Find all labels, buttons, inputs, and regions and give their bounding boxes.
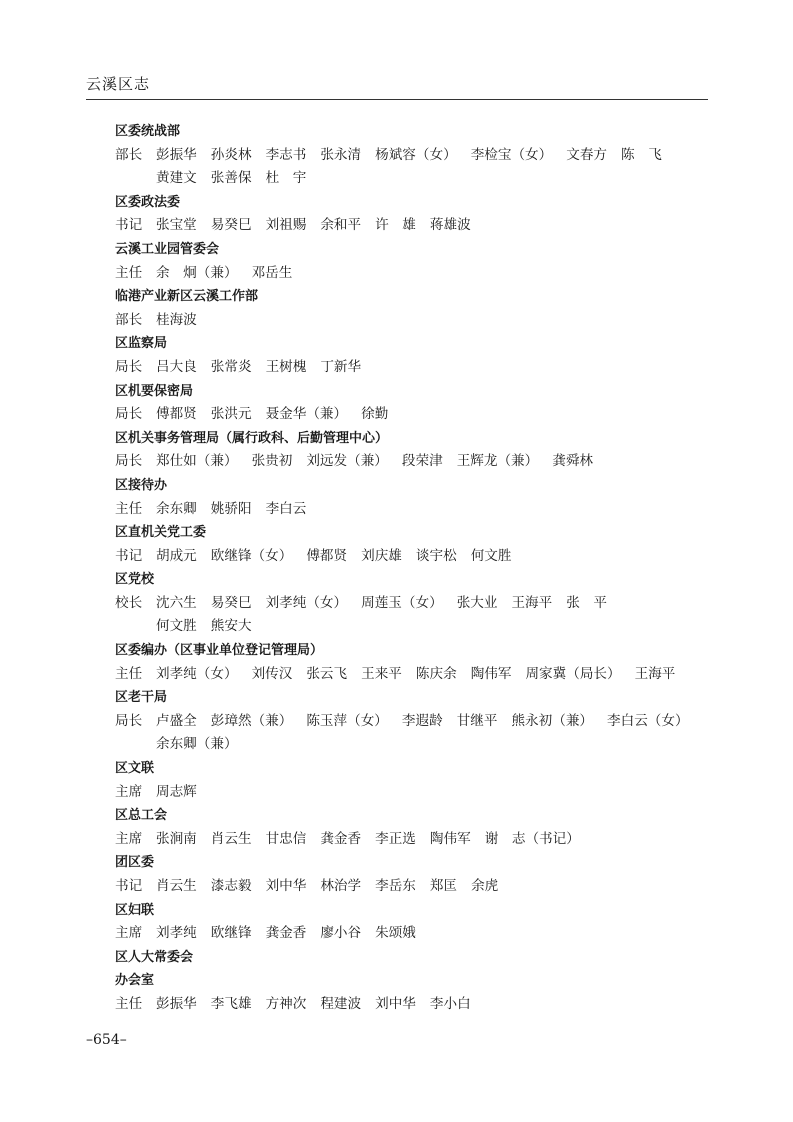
org-heading: 区文联 (115, 761, 155, 777)
person-name: 李正选 (375, 830, 416, 847)
person-name: 漆志毅 (210, 878, 252, 894)
role-label: 书记 (115, 878, 143, 894)
person-name: 龚金香 (265, 925, 307, 942)
person-name: 龚舜林 (552, 453, 594, 470)
person-name: 沈六生 (156, 594, 197, 611)
person-name: 孙炎林 (210, 146, 252, 163)
person-name: 杜 宇 (265, 170, 307, 187)
org-heading: 区总工会 (115, 808, 168, 824)
person-name: 谈宇松 (415, 547, 457, 564)
person-name: 林治学 (320, 878, 362, 894)
person-name: 张涧南 (156, 830, 197, 847)
person-name: 卢盛全 (156, 712, 197, 729)
person-name: 谢 志（书记） (484, 830, 580, 847)
personnel-line (115, 615, 715, 639)
personnel-line (115, 356, 715, 380)
person-name: 廖小谷 (320, 925, 362, 942)
role-label: 部长 (115, 311, 143, 328)
personnel-line (115, 545, 715, 569)
org-heading: 区委政法委 (115, 194, 181, 210)
org-heading: 区人大常委会 (115, 949, 194, 965)
personnel-line (115, 875, 715, 899)
role-label: 主席 (115, 925, 143, 942)
person-name: 李岳东 (375, 878, 416, 894)
person-name: 王辉龙（兼） (456, 453, 539, 470)
personnel-line (115, 993, 715, 1017)
person-name: 蒋雄波 (429, 217, 471, 234)
person-name: 周家冀（局长） (525, 665, 621, 682)
person-name: 张云飞 (306, 665, 348, 682)
person-name: 王海平 (511, 594, 553, 611)
person-name: 朱颂娥 (375, 925, 416, 942)
person-name: 文春方 (566, 146, 608, 163)
personnel-line (115, 214, 715, 238)
person-name: 王来平 (361, 665, 402, 682)
role-label: 校长 (115, 594, 143, 611)
directory-content (115, 120, 715, 1017)
header-divider (86, 99, 708, 100)
person-name: 甘忠信 (265, 830, 307, 847)
personnel-line (115, 403, 715, 427)
org-heading: 区机要保密局 (115, 383, 194, 399)
person-name: 李白云（女） (607, 712, 689, 729)
person-name: 桂海波 (156, 311, 197, 328)
org-heading: 区老干局 (115, 690, 168, 706)
person-name: 聂金华（兼） (265, 406, 348, 423)
person-name: 丁新华 (320, 358, 362, 375)
role-label: 主席 (115, 830, 143, 847)
person-name: 陈 飞 (621, 146, 662, 163)
person-name: 易癸巳 (210, 217, 252, 234)
role-label: 书记 (115, 547, 143, 564)
org-heading: 区委统战部 (115, 124, 181, 139)
person-name: 李飞雄 (210, 995, 252, 1012)
person-name: 余东卿（兼） (156, 736, 238, 753)
person-name: 张洪元 (210, 406, 252, 423)
role-label: 主任 (115, 995, 143, 1012)
person-name: 傅都贤 (156, 406, 197, 423)
personnel-line (115, 309, 715, 333)
person-name: 刘中华 (265, 878, 307, 894)
person-name: 郑匡 (429, 878, 458, 894)
person-name: 徐勤 (361, 406, 389, 423)
person-name: 傅都贤 (306, 547, 348, 564)
personnel-line (115, 663, 715, 687)
role-label: 局长 (115, 453, 143, 470)
person-name: 余和平 (320, 217, 362, 234)
org-heading: 区直机关党工委 (115, 525, 207, 541)
person-name: 程建波 (320, 995, 362, 1012)
person-name: 彭璋然（兼） (210, 712, 293, 729)
org-heading: 临港产业新区云溪工作部 (115, 289, 259, 305)
role-label: 局长 (115, 406, 143, 423)
role-label: 主席 (115, 783, 143, 800)
person-name: 余虎 (471, 878, 499, 894)
person-name: 何文胜 (156, 618, 197, 635)
person-name: 周莲玉（女） (361, 594, 443, 611)
role-label: 主任 (115, 264, 143, 281)
person-name: 王树槐 (265, 358, 307, 375)
person-name: 易癸巳 (210, 594, 252, 611)
person-name: 陈玉萍（女） (306, 712, 388, 729)
personnel-line (115, 922, 715, 946)
person-name: 欧继锋（女） (210, 547, 293, 564)
role-label: 主任 (115, 665, 143, 682)
personnel-line (115, 262, 715, 286)
person-name: 龚金香 (320, 830, 362, 847)
person-name: 肖云生 (210, 830, 252, 847)
person-name: 黄建文 (156, 170, 197, 187)
person-name: 彭振华 (156, 995, 197, 1012)
person-name: 李检宝（女） (470, 146, 553, 163)
person-name: 段荣津 (401, 453, 443, 470)
person-name: 刘孝纯 (156, 925, 197, 942)
person-name: 张贵初 (251, 453, 293, 470)
org-heading: 区机关事务管理局（属行政科、后勤管理中心） (115, 430, 389, 446)
person-name: 陈庆余 (415, 665, 457, 682)
personnel-line (115, 592, 715, 616)
personnel-line (115, 450, 715, 474)
person-name: 张善保 (210, 170, 252, 187)
org-heading: 区妇联 (115, 902, 155, 918)
person-name: 张永清 (320, 146, 362, 163)
person-name: 郑仕如（兼） (156, 453, 238, 470)
personnel-line (115, 828, 715, 852)
person-name: 李小白 (429, 995, 471, 1012)
role-label: 局长 (115, 712, 143, 729)
person-name: 胡成元 (156, 547, 197, 564)
person-name: 张宝堂 (156, 217, 197, 234)
person-name: 刘中华 (375, 995, 416, 1012)
org-heading: 办会室 (115, 973, 155, 989)
person-name: 何文胜 (470, 547, 512, 564)
org-heading: 区接待办 (115, 477, 168, 493)
person-name: 肖云生 (156, 878, 197, 894)
org-heading: 团区委 (115, 855, 155, 871)
person-name: 李遐龄 (401, 712, 443, 729)
person-name: 熊安大 (210, 618, 252, 635)
org-heading: 云溪工业园管委会 (115, 241, 220, 257)
person-name: 许 雄 (375, 217, 416, 234)
person-name: 李白云 (265, 500, 307, 517)
person-name: 吕大良 (156, 358, 197, 375)
person-name: 张大业 (456, 594, 498, 611)
person-name: 张常炎 (210, 358, 252, 375)
org-heading: 区委编办（区事业单位登记管理局） (115, 643, 324, 659)
person-name: 熊永初（兼） (511, 712, 594, 729)
person-name: 余东卿 (156, 500, 197, 517)
person-name: 刘孝纯（女） (156, 665, 238, 682)
page-number: –654– (86, 1032, 127, 1048)
person-name: 方神次 (265, 995, 307, 1012)
org-heading: 区监察局 (115, 336, 168, 352)
role-label: 主任 (115, 500, 143, 517)
person-name: 姚骄阳 (210, 500, 252, 517)
role-label: 局长 (115, 358, 143, 375)
person-name: 刘祖赐 (265, 217, 307, 234)
personnel-line (115, 733, 715, 757)
person-name: 陶伟军 (429, 830, 471, 847)
person-name: 余 炯（兼） (156, 264, 238, 281)
personnel-line (115, 710, 715, 734)
person-name: 邓岳生 (251, 264, 293, 281)
person-name: 张 平 (566, 594, 608, 611)
person-name: 彭振华 (156, 146, 197, 163)
personnel-line (115, 781, 715, 805)
role-label: 部长 (115, 146, 143, 163)
person-name: 周志辉 (156, 783, 197, 800)
person-name: 刘远发（兼） (306, 453, 388, 470)
person-name: 刘传汉 (251, 665, 293, 682)
person-name: 刘孝纯（女） (265, 594, 348, 611)
personnel-line (115, 144, 715, 168)
person-name: 王海平 (634, 665, 676, 682)
person-name: 陶伟军 (470, 665, 512, 682)
role-label: 书记 (115, 217, 143, 234)
person-name: 欧继锋 (210, 925, 252, 942)
org-heading: 区党校 (115, 572, 155, 588)
personnel-line (115, 167, 715, 191)
person-name: 甘继平 (456, 712, 498, 729)
running-header-title: 云溪区志 (86, 75, 151, 93)
person-name: 李志书 (265, 146, 307, 163)
personnel-line (115, 498, 715, 522)
person-name: 刘庆雄 (361, 547, 402, 564)
person-name: 杨斌容（女） (375, 146, 457, 163)
